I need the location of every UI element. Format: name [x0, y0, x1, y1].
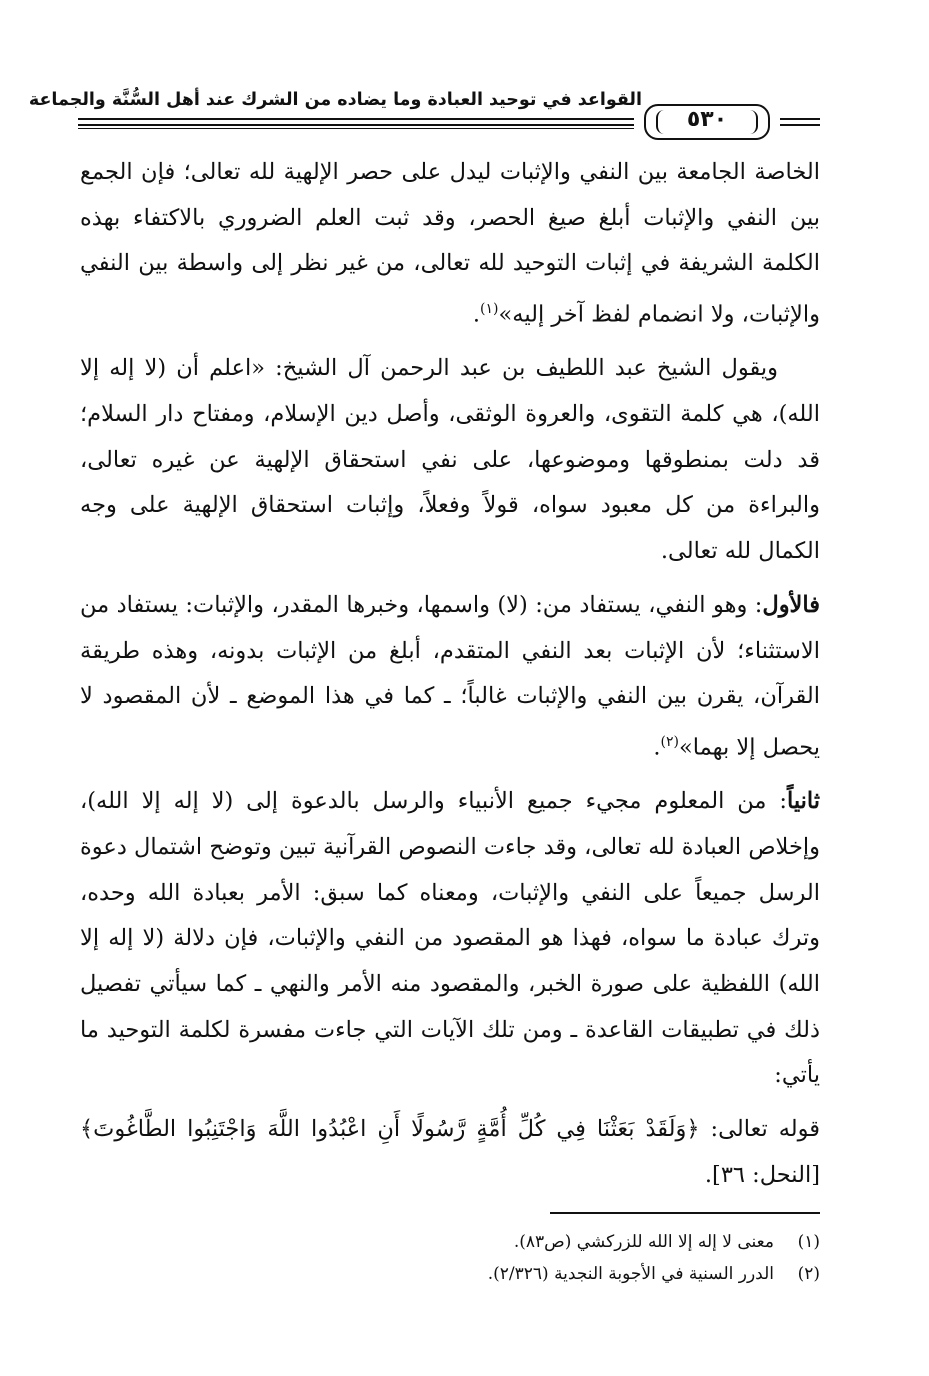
paragraph-2	[80, 346, 820, 575]
page-header	[28, 82, 820, 144]
footnote-ref: (١)	[480, 301, 499, 318]
footnote-ref: (٢)	[660, 733, 679, 750]
footnote-separator	[550, 1212, 820, 1214]
main-text	[80, 150, 820, 1206]
footnote-text: معنى لا إله إلا الله للزركشي (ص٨٣).	[513, 1232, 774, 1252]
paragraph-4	[80, 779, 820, 1099]
paragraph-text: الخاصة الجامعة بين النفي والإثبات ليدل على حصر الإلهية لله تعالى؛ فإن الجمع بين النفي والإثبات أبلغ صيغ الحصر، وقد ثبت العلم الضروري بالاكتفاء بهذه الكلمة الشريفة في إثبات التوحيد لله تعالى، من غير نظر إلى واسطة بين النفي والإثبات، ولا انضمام لفظ آخر إليه»	[80, 159, 820, 328]
paragraph-5-quran-verse	[80, 1107, 820, 1198]
paragraph-tail: .	[472, 301, 481, 328]
lead-word: فالأول	[762, 591, 820, 618]
lead-word: ثانياً	[786, 788, 820, 815]
paragraph-1	[80, 150, 820, 338]
footnote-text: الدرر السنية في الأجوبة النجدية (٢/٣٢٦).	[487, 1264, 774, 1284]
page-number-frame	[644, 104, 770, 140]
paragraph-tail: .	[653, 734, 661, 761]
header-rule	[78, 124, 634, 126]
paragraph-text: قوله تعالى: ﴿وَلَقَدْ بَعَثْنَا فِي كُلِّ أُمَّةٍ رَّسُولًا أَنِ اعْبُدُوا اللَّهَ وَاجْتَنِبُوا الطَّاغُوتَ﴾ [النحل: ٣٦].	[80, 1116, 820, 1188]
header-rule	[780, 124, 820, 126]
paragraph-text: ويقول الشيخ عبد اللطيف بن عبد الرحمن آل الشيخ: «اعلم أن (لا إله إلا الله)، هي كلمة التقوى، والعروة الوثقى، وأصل دين الإسلام، ومفتاح دار السلام؛ قد دلت بمنطوقها وموضوعها، على نفي استحقاق الإلهية عن غيره تعالى، والبراءة من كل معبود سواه، قولاً وفعلاً، وإثبات استحقاق الإلهية على وجه الكمال لله تعالى.	[80, 355, 820, 565]
paragraph-text: : وهو النفي، يستفاد من: (لا) واسمها، وخبرها المقدر، والإثبات: يستفاد من الاستثناء؛ لأن الإثبات بعد النفي المتقدم، أبلغ من الإثبات بدونه، وهذه طريقة القرآن، يقرن بين النفي والإثبات غالباً؛ ـ كما في هذا الموضع ـ لأن المقصود لا يحصل إلا بهما»	[80, 591, 820, 761]
paragraph-3	[80, 583, 820, 771]
header-rule	[78, 118, 634, 120]
paragraph-text: : من المعلوم مجيء جميع الأنبياء والرسل بالدعوة إلى (لا إله إلا الله)، وإخلاص العبادة لله تعالى، وقد جاءت النصوص القرآنية تبين وتوضح اشتمال دعوة الرسل جميعاً على النفي والإثبات، ومعناه كما سبق: الأمر بعبادة الله وحده، وترك عبادة ما سواه، فهذا هو المقصود من النفي والإثبات، فإن دلالة (لا إله إلا الله) اللفظية على صورة الخبر، والمقصود منه الأمر والنهي ـ كما سيأتي تفصيل ذلك في تطبيقات القاعدة ـ ومن تلك الآيات التي جاءت مفسرة لكلمة التوحيد ما يأتي:	[80, 788, 820, 1089]
header-rule	[78, 128, 634, 129]
footnote-2	[80, 1258, 820, 1290]
footnote-mark: (١)	[797, 1232, 820, 1252]
page-number: ٥٣٠	[686, 107, 728, 132]
footnote-1	[80, 1226, 820, 1258]
footnotes	[80, 1212, 820, 1290]
header-rule	[780, 118, 820, 120]
footnote-mark: (٢)	[797, 1264, 820, 1284]
running-title: القواعد في توحيد العبادة وما يضاده من الشرك عند أهل السُّنَّة والجماعة	[28, 90, 642, 110]
